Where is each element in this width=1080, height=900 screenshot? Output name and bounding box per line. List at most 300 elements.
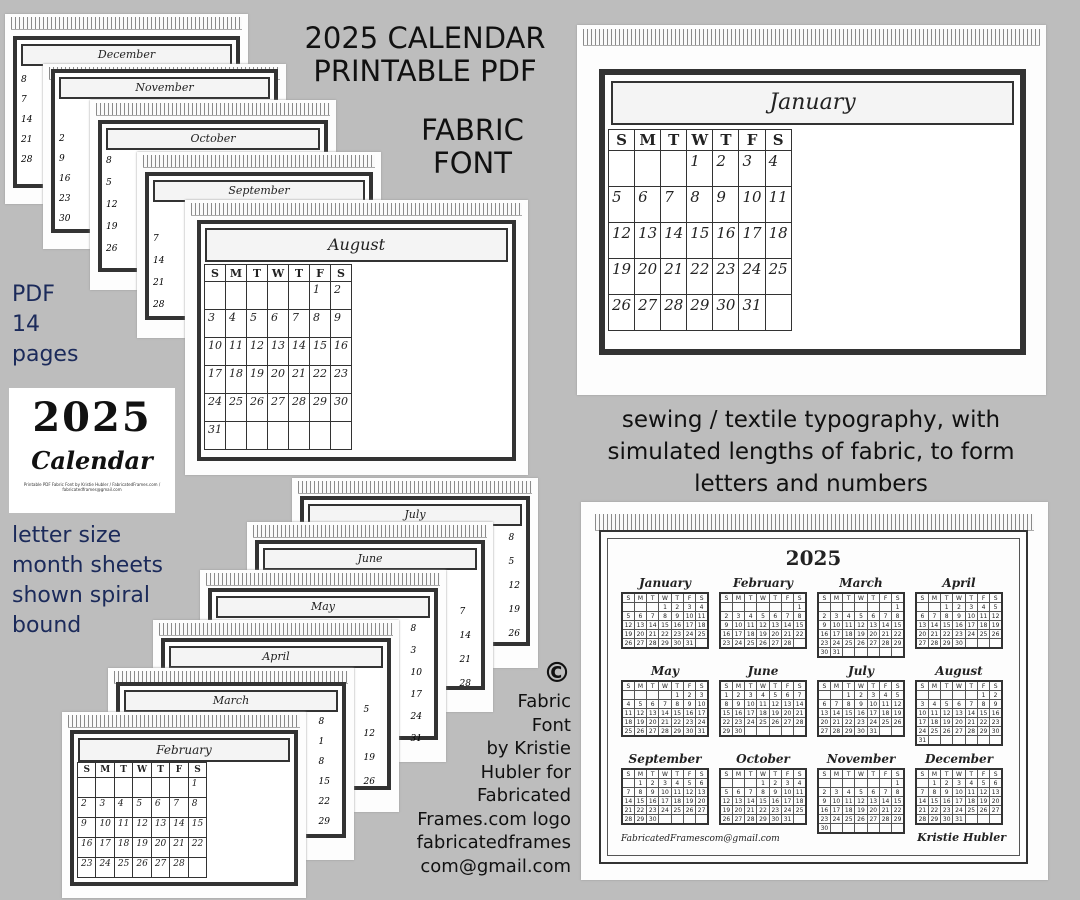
mini-day [696,815,708,825]
day-cell: 5 [247,310,268,338]
mini-day: 6 [781,691,793,700]
day-number: 28 [459,679,471,689]
mini-day: 24 [781,806,793,815]
mini-day: 8 [892,612,904,621]
mini-day [941,691,953,700]
weekday-header: T [247,265,268,282]
mini-day: 24 [745,718,757,727]
mini-weekday: M [928,593,940,603]
day-cell: 18 [114,838,132,858]
credit-line: Fabricated [476,785,571,806]
spiral-binding [191,203,522,216]
mini-day: 5 [892,691,904,700]
month-title: February [78,738,290,762]
mini-day: 21 [879,630,891,639]
mini-weekday: M [830,681,842,691]
mini-weekday: T [769,769,781,779]
mini-weekday: S [818,593,830,603]
mini-day: 17 [745,709,757,718]
mini-day: 3 [732,612,744,621]
january-calendar [599,69,1026,355]
mini-month-name: July [848,664,874,678]
mini-day [855,824,867,834]
mini-day: 19 [683,797,695,806]
day-cell [114,778,132,798]
mini-day: 26 [634,727,646,737]
mini-day: 4 [928,700,940,709]
mini-day: 27 [647,727,659,737]
mini-month [719,750,807,825]
february-calendar [70,730,298,886]
day-number: 8 [410,624,417,634]
mini-day: 9 [732,700,744,709]
mini-day: 22 [843,718,855,727]
week-row [78,778,207,798]
mini-day: 11 [928,709,940,718]
mini-weekday: W [757,593,769,603]
mini-day [659,815,671,825]
mini-day: 17 [683,621,695,630]
mini-day: 4 [879,691,891,700]
mini-day [843,648,855,658]
mini-weekday: W [855,681,867,691]
mini-day: 5 [622,612,634,621]
mini-day [928,691,940,700]
mini-day: 9 [720,621,732,630]
month-title: March [124,690,338,712]
day-number: 26 [508,629,520,639]
caption-line: simulated lengths of fabric, to form [607,439,1015,465]
mini-month-name: June [747,664,779,678]
mini-day: 23 [671,630,683,639]
cover-thumbnail [9,388,175,513]
mini-day: 7 [781,612,793,621]
mini-day [843,824,855,834]
mini-weekday: W [855,593,867,603]
mini-month [915,574,1003,649]
mini-day: 7 [830,700,842,709]
mini-day: 5 [941,700,953,709]
mini-month-table [621,768,709,825]
mini-day: 20 [634,630,646,639]
mini-day: 11 [965,788,977,797]
sheet-february [62,712,306,898]
day-cell: 21 [289,366,310,394]
mini-day: 2 [818,788,830,797]
mini-day: 12 [892,700,904,709]
day-cell: 27 [268,394,289,422]
mini-day: 17 [659,797,671,806]
day-cell: 31 [739,295,765,331]
weekday-header: M [635,130,661,151]
mini-day: 10 [830,797,842,806]
mini-weekday: T [745,593,757,603]
mini-day: 28 [965,727,977,736]
spiral-binding [68,715,300,728]
mini-day: 22 [671,718,683,727]
mini-day: 25 [794,806,806,815]
mini-weekday: M [634,593,646,603]
mini-day: 28 [659,727,671,737]
day-cell: 20 [635,259,661,295]
mini-day: 21 [622,806,634,815]
mini-day: 2 [818,612,830,621]
mini-day: 11 [977,612,989,621]
day-cell: 14 [170,818,188,838]
day-number: 3 [410,646,417,656]
mini-day: 23 [855,718,867,727]
mini-day [916,603,928,612]
day-cell: 3 [96,798,114,818]
month-title: July [308,504,522,526]
mini-day: 25 [928,727,940,736]
font-name-line-2: FONT [433,146,512,180]
mini-day: 30 [769,815,781,825]
day-cell [226,422,247,450]
weekday-header: M [96,763,114,778]
mini-day: 13 [867,797,879,806]
mini-day: 23 [683,718,695,727]
mini-day: 29 [892,639,904,648]
mini-day: 9 [647,788,659,797]
mini-weekday: W [855,769,867,779]
mini-month [621,574,709,649]
mini-day: 1 [757,779,769,788]
day-number: 23 [59,194,71,204]
day-cell: 6 [268,310,289,338]
month-title: May [216,596,430,618]
day-cell: 22 [310,366,331,394]
week-row [205,310,352,338]
mini-day: 4 [696,603,708,612]
mini-day: 24 [965,630,977,639]
mini-day: 26 [892,718,904,727]
mini-month-table [915,592,1003,649]
mini-day: 30 [818,824,830,834]
mini-day: 7 [745,788,757,797]
mini-day: 25 [757,718,769,727]
mini-weekday: S [622,769,634,779]
mini-day [683,815,695,825]
mini-day: 15 [928,797,940,806]
mini-day: 3 [830,788,842,797]
day-cell: 13 [268,338,289,366]
mini-day: 20 [696,797,708,806]
day-cell: 5 [133,798,151,818]
mini-day: 9 [818,797,830,806]
mini-day: 31 [696,727,708,737]
mini-day: 29 [634,815,646,825]
mini-day: 11 [671,788,683,797]
mini-day: 23 [769,806,781,815]
mini-day: 19 [941,718,953,727]
mini-day [830,824,842,834]
mini-day: 12 [769,700,781,709]
spiral-binding [253,525,487,538]
mini-day [696,639,708,649]
mini-day: 26 [977,806,989,815]
mini-day: 23 [941,806,953,815]
month-title: December [21,44,232,66]
mini-month-table [915,768,1003,825]
mini-day: 4 [757,691,769,700]
mini-day: 13 [990,788,1002,797]
mini-weekday: W [953,769,965,779]
mini-month-name: March [839,576,883,590]
day-number: 26 [363,777,375,787]
mini-day: 4 [671,779,683,788]
mini-weekday: T [647,593,659,603]
mini-day: 15 [634,797,646,806]
weekday-header: T [661,130,687,151]
day-cell: 16 [78,838,96,858]
mini-day: 5 [769,691,781,700]
weekday-header: W [268,265,289,282]
day-cell: 19 [609,259,635,295]
mini-weekday: W [659,769,671,779]
mini-month-table [719,768,807,825]
mini-weekday: M [634,681,646,691]
mini-day [720,779,732,788]
spiral-binding [298,481,532,494]
mini-day: 20 [867,630,879,639]
mini-day [647,603,659,612]
day-cell: 1 [188,778,206,798]
mini-day: 20 [781,709,793,718]
day-number: 8 [21,75,27,85]
mini-day [818,779,830,788]
mini-day: 23 [818,815,830,824]
mini-day: 16 [732,709,744,718]
mini-day: 2 [990,691,1002,700]
day-cell [247,422,268,450]
weekday-header: S [205,265,226,282]
mini-day [647,691,659,700]
mini-day: 20 [953,718,965,727]
mini-weekday: T [769,681,781,691]
mini-day: 13 [769,621,781,630]
mini-weekday: S [794,681,806,691]
mini-day: 27 [818,727,830,737]
mini-day [794,727,806,737]
day-cell: 24 [739,259,765,295]
credit-text [390,690,571,878]
mini-day: 28 [794,718,806,727]
mini-day [953,691,965,700]
day-number: 19 [363,753,375,763]
day-cell [310,422,331,450]
mini-day: 15 [941,621,953,630]
mini-weekday: S [720,769,732,779]
mini-day: 28 [830,727,842,737]
mini-month-table [817,592,905,658]
mini-day: 26 [990,630,1002,639]
mini-weekday: F [781,593,793,603]
day-cell: 23 [713,259,739,295]
sheet-august [185,200,528,475]
mini-day: 8 [928,788,940,797]
mini-day [965,736,977,746]
day-cell: 18 [226,366,247,394]
mini-day: 5 [977,779,989,788]
day-cell: 9 [331,310,352,338]
mini-month [621,750,709,825]
spiral-binding [595,514,1034,531]
month-title: September [153,180,365,202]
mini-day: 10 [745,700,757,709]
day-cell: 14 [661,223,687,259]
day-number: 21 [153,278,165,288]
mini-day: 12 [683,788,695,797]
partial-column [319,712,330,832]
mini-day: 29 [941,639,953,649]
mini-month-table [621,592,709,649]
mini-day [659,691,671,700]
mini-day: 3 [965,603,977,612]
day-cell: 15 [188,818,206,838]
week-row [205,282,352,310]
mini-weekday: S [892,769,904,779]
mini-day: 8 [634,788,646,797]
day-cell: 16 [331,338,352,366]
mini-day: 6 [647,700,659,709]
week-row [205,394,352,422]
mini-day: 8 [757,788,769,797]
mini-day: 12 [855,621,867,630]
mini-day: 16 [818,630,830,639]
day-number: 15 [318,777,330,787]
mini-weekday: S [990,593,1002,603]
mini-day: 12 [990,612,1002,621]
mini-day: 17 [830,630,842,639]
mini-day: 15 [892,797,904,806]
cover-word: Calendar [31,446,153,475]
mini-day: 18 [794,797,806,806]
mini-day: 14 [794,700,806,709]
mini-day: 18 [965,797,977,806]
mini-weekday: F [879,769,891,779]
mini-weekday: M [732,681,744,691]
mini-weekday: F [977,593,989,603]
day-cell: 17 [96,838,114,858]
mini-day: 4 [977,603,989,612]
mini-day: 30 [683,727,695,737]
mini-day: 29 [720,727,732,737]
mini-day: 9 [855,700,867,709]
mini-day: 17 [781,797,793,806]
signature: Kristie Hubler [917,831,1006,844]
day-cell: 28 [661,295,687,331]
day-number: 14 [153,256,165,266]
mini-day [830,603,842,612]
caption-line: letters and numbers [694,471,928,497]
mini-day: 24 [916,727,928,736]
partial-column [364,698,375,794]
mini-day: 26 [683,806,695,815]
mini-day: 14 [781,621,793,630]
week-row [78,798,207,818]
day-cell: 19 [247,366,268,394]
mini-day: 18 [977,621,989,630]
mini-weekday: W [659,593,671,603]
mini-day: 16 [953,621,965,630]
mini-day [745,779,757,788]
contact-email: FabricatedFramescom@gmail.com [621,834,780,844]
mini-day: 1 [941,603,953,612]
mini-day: 8 [659,612,671,621]
mini-day: 16 [855,709,867,718]
mini-day: 22 [892,630,904,639]
mini-day: 26 [757,639,769,649]
mini-month [719,662,807,737]
mini-day: 11 [622,709,634,718]
mini-day: 23 [990,718,1002,727]
mini-month-table [719,592,807,649]
mini-day: 18 [696,621,708,630]
mini-day: 2 [720,612,732,621]
credit-line: Font [531,714,571,736]
mini-day: 17 [965,621,977,630]
mini-day: 3 [830,612,842,621]
mini-day: 19 [720,806,732,815]
mini-weekday: M [732,593,744,603]
month-title: November [59,77,270,99]
mini-day: 14 [622,797,634,806]
day-cell: 13 [151,818,169,838]
mini-day [671,815,683,825]
mini-weekday: T [843,769,855,779]
cover-fine-print: Printable PDF Fabric Font by Kristie Hubler / FabricatedFrames.com / fabricatedframes@gmail.com [23,482,161,492]
mini-day: 25 [745,639,757,649]
day-cell: 3 [205,310,226,338]
mini-weekday: S [892,593,904,603]
mini-day: 5 [634,700,646,709]
mini-day [977,736,989,746]
mini-weekday: F [683,681,695,691]
mini-day: 2 [769,779,781,788]
mini-weekday: S [990,681,1002,691]
mini-day [781,727,793,737]
mini-day: 17 [867,709,879,718]
mini-day: 20 [818,718,830,727]
mini-day: 2 [647,779,659,788]
day-cell [661,151,687,187]
month-grid [77,762,207,878]
mini-day: 1 [892,603,904,612]
mini-day [634,603,646,612]
day-number: 19 [106,222,118,232]
week-row [609,295,792,331]
mini-day: 21 [647,630,659,639]
mini-weekday: F [683,593,695,603]
mini-day: 7 [794,691,806,700]
day-cell: 15 [310,338,331,366]
mini-day: 16 [990,709,1002,718]
size-info-line: bound [12,613,82,638]
mini-day [928,603,940,612]
mini-day: 10 [953,788,965,797]
mini-day: 21 [745,806,757,815]
mini-day: 17 [953,797,965,806]
day-cell: 16 [713,223,739,259]
mini-day: 12 [757,621,769,630]
day-cell [226,282,247,310]
mini-weekday: F [977,681,989,691]
mini-day: 25 [671,806,683,815]
mini-weekday: F [683,769,695,779]
mini-day [843,603,855,612]
weekday-header: F [170,763,188,778]
